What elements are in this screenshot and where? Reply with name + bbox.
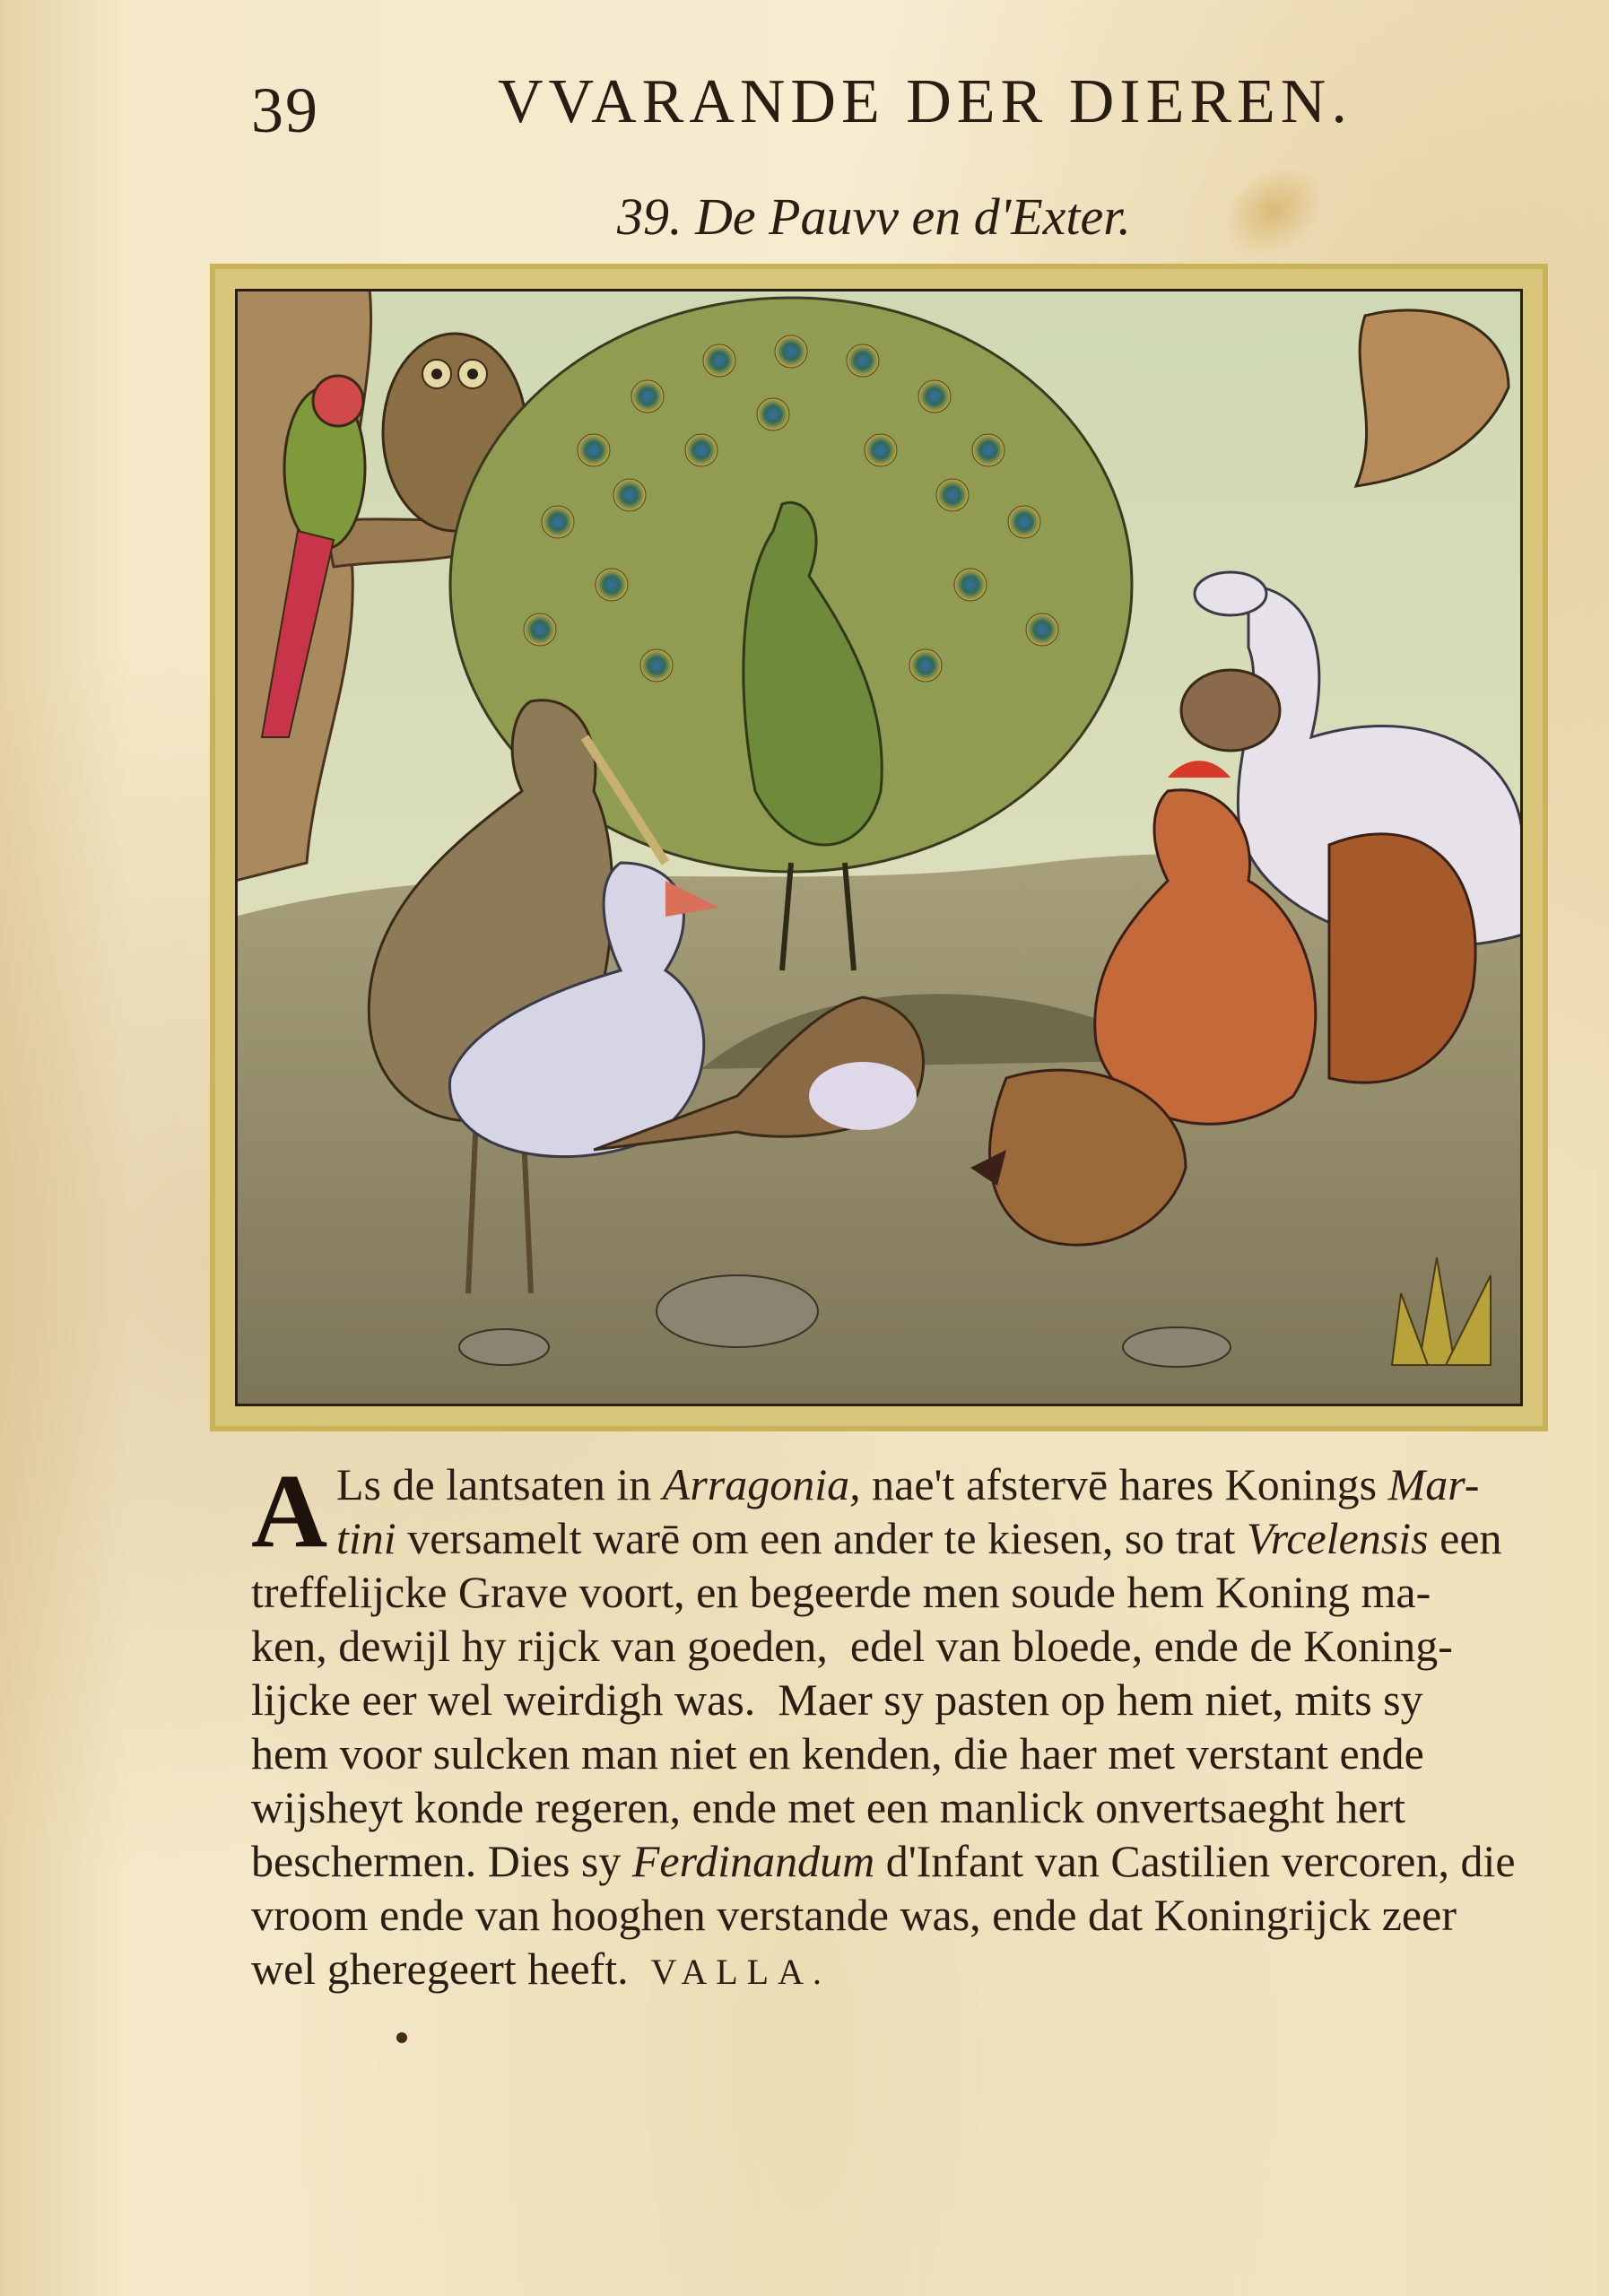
bird-scene: [235, 289, 1523, 1406]
woodcut-illustration: [215, 269, 1543, 1426]
text-line: [251, 1834, 1516, 1888]
text-run: Vrcelensis: [1246, 1513, 1429, 1563]
text-run: hem voor sulcken man niet en kenden, die haer met verstant ende: [251, 1728, 1424, 1779]
text-run: d'Infant van Castilien vercoren, die: [874, 1836, 1516, 1886]
text-run: tini: [336, 1513, 396, 1563]
text-line: [251, 1726, 1424, 1780]
text-line: [336, 1511, 1502, 1565]
paper-stain: [1206, 147, 1341, 275]
drop-cap: A: [251, 1452, 328, 1570]
text-line: [251, 1619, 1453, 1673]
text-line: [251, 1888, 1457, 1942]
fable-title: 39. De Pauvv en d'Exter.: [617, 187, 1131, 246]
text-run: ken, dewijl hy rijck van goeden, edel van bloede, ende de Koning-: [251, 1621, 1453, 1671]
running-head: VVARANDE DER DIEREN.: [498, 67, 1352, 136]
text-run: vroom ende van hooghen verstande was, ende dat Koningrijck zeer: [251, 1890, 1457, 1940]
page-number: 39: [251, 74, 319, 146]
text-line: [251, 1780, 1405, 1834]
text-run: Mar-: [1387, 1459, 1480, 1509]
text-line: [251, 1565, 1431, 1619]
text-run: wel gheregeert heeft.: [251, 1944, 651, 1994]
text-run: Ferdinandum: [631, 1836, 875, 1886]
text-run: Arragonia,: [662, 1459, 861, 1509]
text-line: [336, 1457, 1479, 1511]
vulture-illustration: [1181, 670, 1280, 751]
text-run: nae't afstervē hares Konings: [860, 1459, 1388, 1509]
text-line: [251, 1673, 1423, 1726]
text-run: beschermen. Dies sy: [251, 1836, 632, 1886]
text-run: versamelt warē om een ander te kiesen, so trat: [396, 1513, 1247, 1563]
text-run: een: [1428, 1513, 1502, 1563]
ink-spot: [396, 2032, 407, 2043]
text-run: Ls de lantsaten in: [336, 1459, 663, 1509]
text-run: lijcke eer wel weirdigh was. Maer sy pasten op hem niet, mits sy: [251, 1674, 1423, 1725]
text-run: wijsheyt konde regeren, ende met een manlick onvertsaeght hert: [251, 1782, 1406, 1832]
text-run: treffelijcke Grave voort, en begeerde men soude hem Koning ma-: [251, 1567, 1431, 1617]
text-run: VALLA.: [650, 1952, 831, 1992]
text-line: [251, 1942, 831, 1999]
